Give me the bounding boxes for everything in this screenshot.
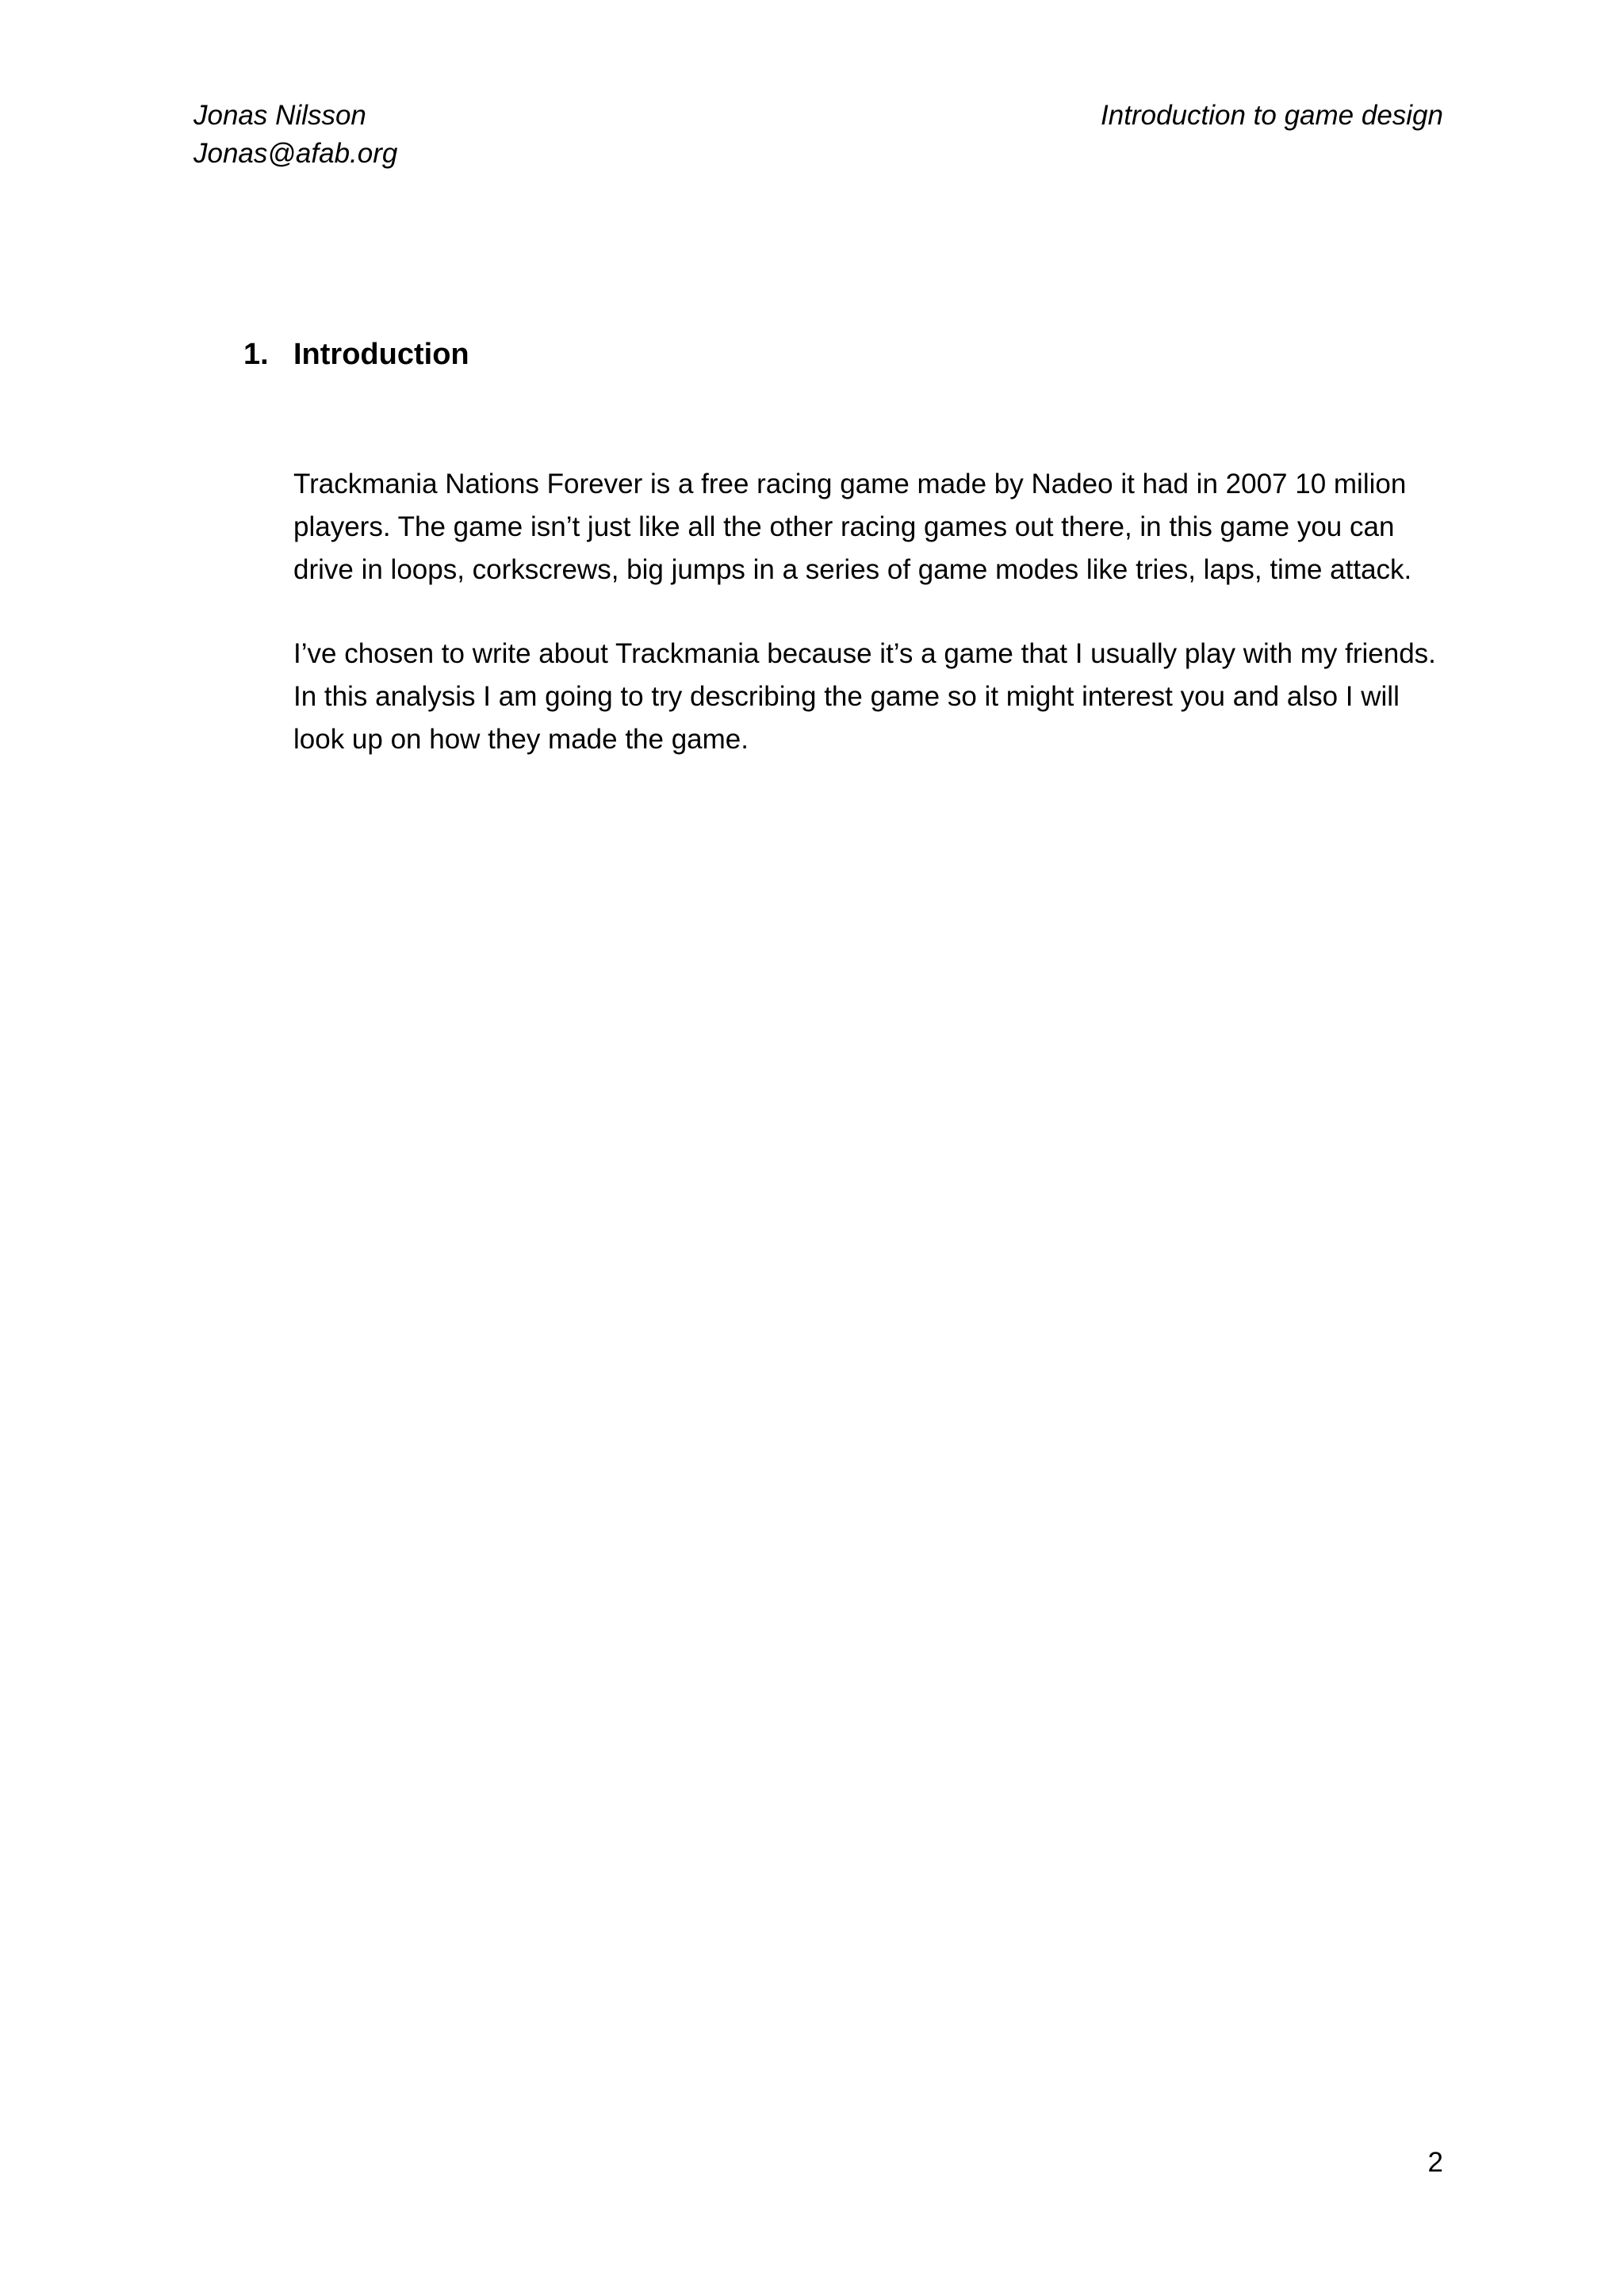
page-number: 2 [1427,2147,1443,2178]
paragraph-2 [293,633,1451,761]
section-heading [243,333,469,376]
paragraph-line: In this analysis I am going to try describing the game so it might interest you and also I will [293,681,1400,712]
section-title: Introduction [293,338,469,371]
paragraph-line: look up on how they made the game. [293,724,749,755]
paragraph-line: players. The game isn’t just like all the other racing games out there, in this game you can [293,511,1395,542]
section-number: 1. [243,338,269,371]
paragraph-line: Trackmania Nations Forever is a free racing game made by Nadeo it had in 2007 10 milion [293,469,1407,499]
paragraph-line: drive in loops, corkscrews, big jumps in a series of game modes like tries, laps, time attack. [293,554,1412,585]
paragraph-line: I’ve chosen to write about Trackmania because it’s a game that I usually play with my friends. [293,638,1436,669]
paragraph-1 [293,463,1451,591]
header-author: Jonas Nilsson [193,100,366,131]
header-course-title: Introduction to game design [1101,100,1443,131]
header-email: Jonas@afab.org [193,138,398,169]
